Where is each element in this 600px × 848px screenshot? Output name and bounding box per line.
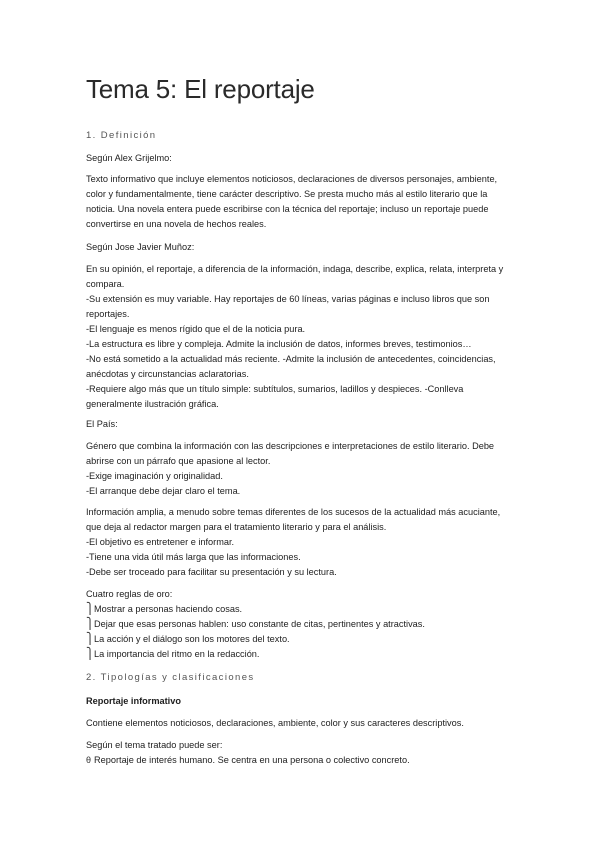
munoz-label: Según Jose Javier Muñoz: <box>86 242 195 252</box>
amplia-line: -El objetivo es entretener e informar. <box>86 537 235 547</box>
munoz-line: -Requiere algo más que un título simple: subtítulos, sumarios, ladillos y despieces. -Conlleva generalmente ilustración gráfica. <box>86 384 464 409</box>
section-heading-tipologias: 2. Tipologías y clasificaciones <box>86 672 255 683</box>
reglas-label: Cuatro reglas de oro: <box>86 589 173 599</box>
munoz-line: -La estructura es libre y compleja. Admite la inclusión de datos, informes breves, testimonios… <box>86 339 472 349</box>
munoz-block <box>86 262 516 412</box>
grijelmo-text: Texto informativo que incluye elementos noticiosos, declaraciones de diversos personajes, ambiente, color y fundamentalmente, tiene carácter descriptivo. Se presta mucho más al estilo literario que la noticia. Una novela entera puede escribirse con la técnica del reportaje; incluso un reportaje puede convertirse en una novela de hechos reales. <box>86 174 498 229</box>
pais-line: -El arranque debe dejar claro el tema. <box>86 486 241 496</box>
list-item: θ Reportaje de interés humano. Se centra en una persona o colectivo concreto. <box>86 753 516 768</box>
pais-block <box>86 439 516 499</box>
tema-label: Según el tema tratado puede ser: <box>86 740 223 750</box>
bullet-icon: θ <box>86 755 92 765</box>
list-item: ⎫ La acción y el diálogo son los motores del texto. <box>86 633 290 645</box>
amplia-line: -Tiene una vida útil más larga que las informaciones. <box>86 552 301 562</box>
amplia-block <box>86 505 516 580</box>
munoz-line: -No está sometido a la actualidad más reciente. -Admite la inclusión de antecedentes, coincidencias, anécdotas y circunstancias aclaratorias. <box>86 354 496 379</box>
grijelmo-label: Según Alex Grijelmo: <box>86 153 172 163</box>
munoz-line: En su opinión, el reportaje, a diferencia de la información, indaga, describe, explica, relata, interpreta y compara. <box>86 264 504 289</box>
munoz-line: -El lenguaje es menos rígido que el de la noticia pura. <box>86 324 306 334</box>
tema-item <box>86 753 516 768</box>
pais-line: -Exige imaginación y originalidad. <box>86 471 223 481</box>
amplia-line: -Debe ser troceado para facilitar su presentación y su lectura. <box>86 567 337 577</box>
page-title: Tema 5: El reportaje <box>86 74 315 104</box>
bracket-bullet-icon: ⎫ <box>86 633 95 645</box>
reportaje-informativo-text: Contiene elementos noticiosos, declaraciones, ambiente, color y sus caracteres descriptivos. <box>86 718 464 728</box>
munoz-line: -Su extensión es muy variable. Hay reportajes de 60 líneas, varias páginas e incluso libros que son reportajes. <box>86 294 490 319</box>
bracket-bullet-icon: ⎫ <box>86 618 95 630</box>
reglas-list <box>86 602 516 662</box>
subheading-reportaje-informativo: Reportaje informativo <box>86 696 181 706</box>
section-heading-definicion: 1. Definición <box>86 130 157 141</box>
amplia-line: Información amplia, a menudo sobre temas diferentes de los sucesos de la actualidad más acuciante, que deja al redactor margen para el tratamiento literario y para el análisis. <box>86 507 501 532</box>
pais-label: El País: <box>86 419 118 429</box>
bracket-bullet-icon: ⎫ <box>86 603 95 615</box>
list-item: ⎫ Dejar que esas personas hablen: uso constante de citas, pertinentes y atractivas. <box>86 618 425 630</box>
list-item: ⎫ La importancia del ritmo en la redacción. <box>86 648 260 660</box>
pais-line: Género que combina la información con las descripciones e interpretaciones de estilo literario. Debe abrirse con un párrafo que apasione al lector. <box>86 441 495 466</box>
bracket-bullet-icon: ⎫ <box>86 648 95 660</box>
list-item: ⎫ Mostrar a personas haciendo cosas. <box>86 603 243 615</box>
